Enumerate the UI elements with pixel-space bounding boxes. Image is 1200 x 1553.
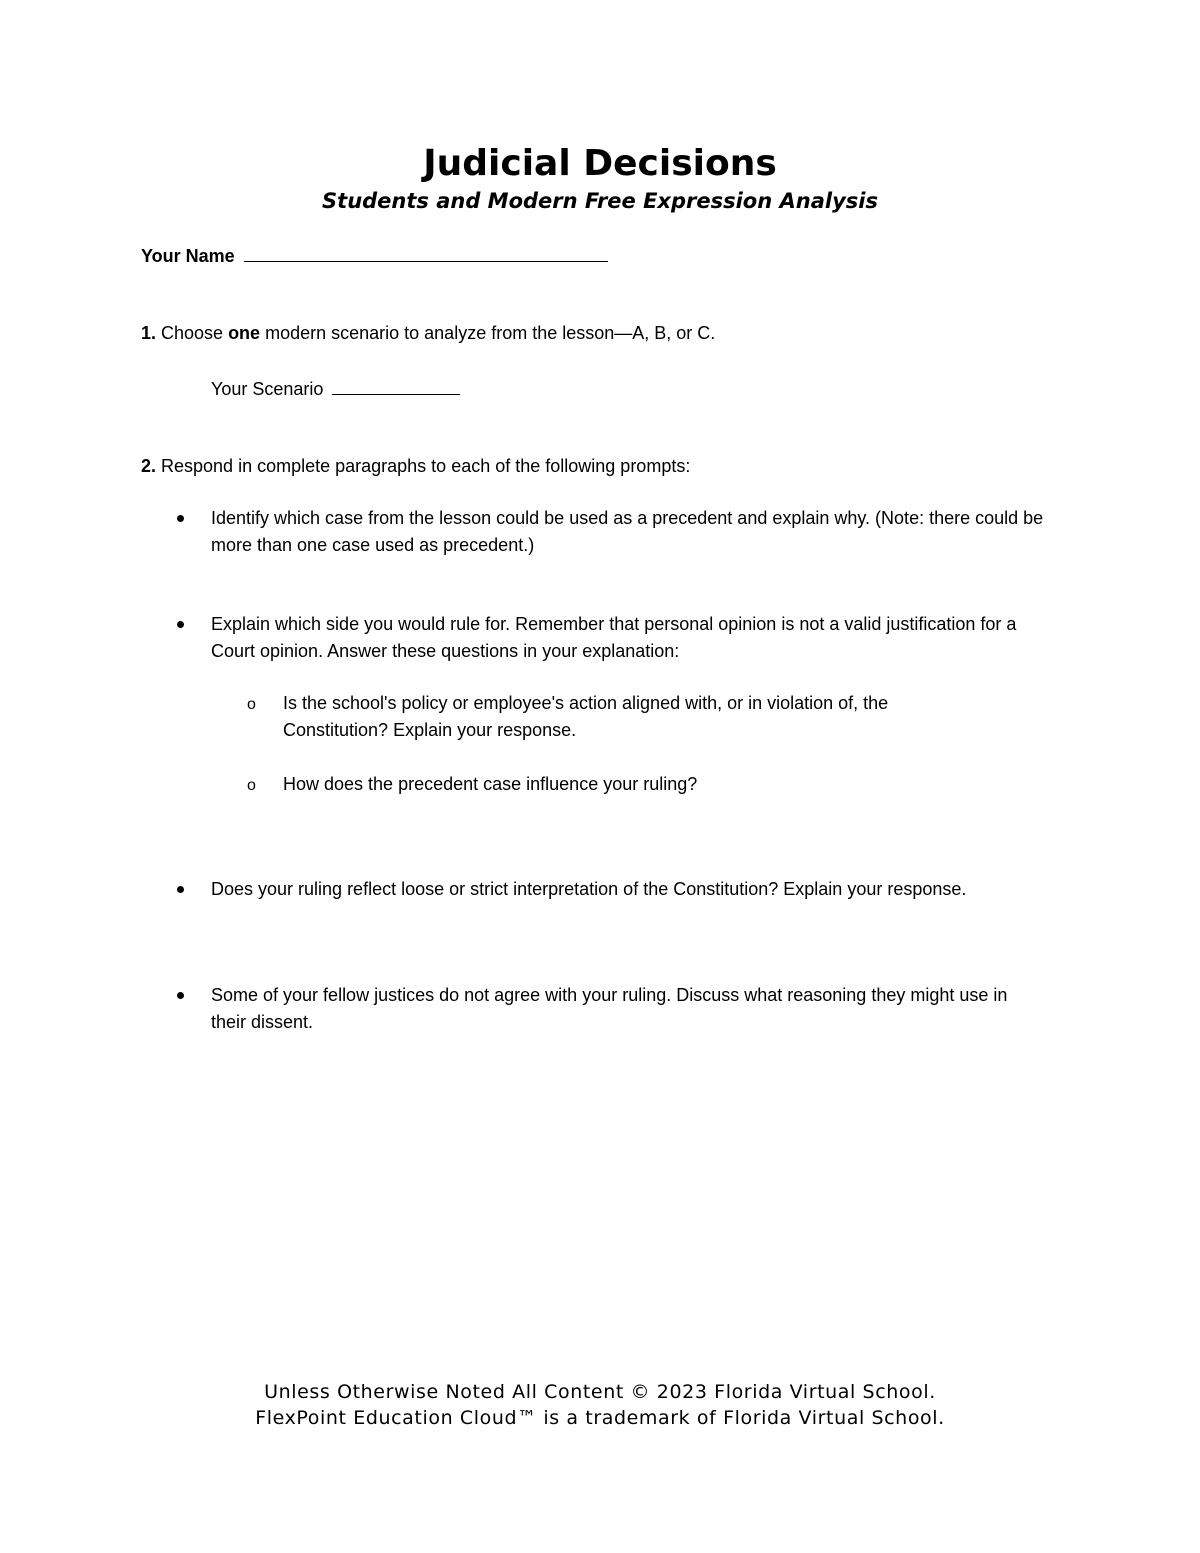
question-2	[141, 453, 690, 480]
bullet-marker	[177, 886, 184, 893]
question-1-emphasis: one	[228, 323, 261, 343]
document-title: Judicial Decisions	[423, 143, 777, 184]
sub-bullet-item: How does the precedent case influence your ruling?	[283, 774, 698, 794]
sub-bullet-item: Is the school's policy or employee's action aligned with, or in violation of, the Constitution? Explain your response.	[283, 693, 889, 740]
bullet-item: Does your ruling reflect loose or strict interpretation of the Constitution? Explain your response.	[211, 879, 967, 899]
name-field-label: Your Name	[141, 246, 235, 266]
name-field-blank[interactable]	[244, 241, 608, 262]
footer-trademark: FlexPoint Education Cloud™ is a trademark of Florida Virtual School.	[255, 1407, 945, 1429]
question-1-text-a: Choose	[156, 323, 229, 343]
bullet-marker	[177, 515, 184, 522]
document-subtitle: Students and Modern Free Expression Analysis	[322, 189, 878, 213]
question-1-text-b: modern scenario to analyze from the lesson—A, B, or C.	[260, 323, 716, 343]
scenario-field-label: Your Scenario	[211, 379, 324, 399]
scenario-field	[211, 374, 460, 403]
question-2-number: 2.	[141, 456, 157, 476]
bullet-item: Identify which case from the lesson could be used as a precedent and explain why. (Note: there could be more than one case used as precedent.)	[211, 508, 1044, 555]
sub-bullet-marker: o	[247, 696, 256, 713]
footer-copyright: Unless Otherwise Noted All Content © 2023 Florida Virtual School.	[264, 1381, 936, 1403]
bullet-marker	[177, 992, 184, 999]
question-1-number: 1.	[141, 323, 157, 343]
question-2-text: Respond in complete paragraphs to each of the following prompts:	[156, 456, 691, 476]
name-field	[141, 241, 608, 270]
bullet-item: Some of your fellow justices do not agree with your ruling. Discuss what reasoning they might use in their dissent.	[211, 985, 1008, 1032]
bullet-marker	[177, 621, 184, 628]
sub-bullet-marker: o	[247, 777, 256, 794]
bullet-item: Explain which side you would rule for. Remember that personal opinion is not a valid justification for a Court opinion. Answer these questions in your explanation:	[211, 614, 1017, 661]
scenario-field-blank[interactable]	[332, 374, 460, 395]
question-1	[141, 320, 715, 347]
